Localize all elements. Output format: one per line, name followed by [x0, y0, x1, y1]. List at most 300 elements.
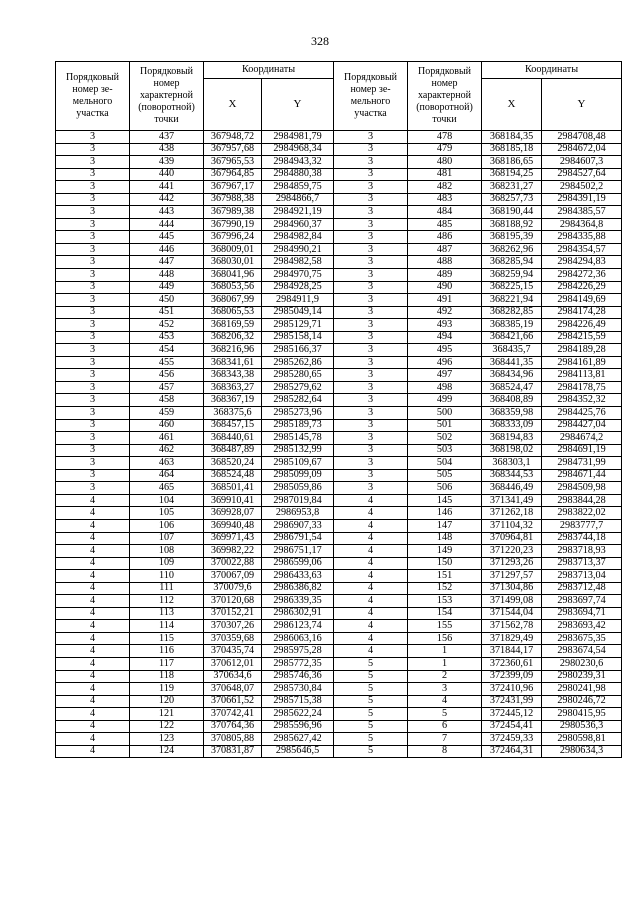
cell-y: 2984911,9 — [262, 294, 334, 307]
table-row — [56, 683, 622, 696]
cell-x: 368501,41 — [204, 482, 262, 495]
cell-y: 2985145,78 — [262, 432, 334, 445]
cell-y-2: 2983693,42 — [542, 620, 622, 633]
cell-point-2: 478 — [408, 131, 482, 144]
cell-y: 2984921,19 — [262, 206, 334, 219]
cell-parcel: 3 — [56, 457, 130, 470]
cell-point-2: 7 — [408, 733, 482, 746]
table-row — [56, 294, 622, 307]
cell-parcel-2: 3 — [334, 482, 408, 495]
cell-parcel-2: 4 — [334, 595, 408, 608]
table-body — [56, 131, 622, 758]
cell-parcel: 4 — [56, 670, 130, 683]
cell-point: 112 — [130, 595, 204, 608]
cell-point-2: 497 — [408, 369, 482, 382]
cell-parcel: 4 — [56, 683, 130, 696]
cell-x: 368067,99 — [204, 294, 262, 307]
table-row — [56, 595, 622, 608]
cell-point: 457 — [130, 381, 204, 394]
cell-y: 2984859,75 — [262, 181, 334, 194]
cell-x: 368520,24 — [204, 457, 262, 470]
table-row — [56, 570, 622, 583]
cell-y-2: 2980241,98 — [542, 683, 622, 696]
cell-parcel: 4 — [56, 632, 130, 645]
cell-point: 120 — [130, 695, 204, 708]
cell-x-2: 371220,23 — [482, 545, 542, 558]
cell-x: 368487,89 — [204, 444, 262, 457]
cell-point: 450 — [130, 294, 204, 307]
cell-point-2: 148 — [408, 532, 482, 545]
cell-point: 117 — [130, 657, 204, 670]
cell-x: 370307,26 — [204, 620, 262, 633]
table-row — [56, 331, 622, 344]
cell-y-2: 2984708,48 — [542, 131, 622, 144]
cell-parcel: 4 — [56, 620, 130, 633]
cell-y-2: 2984189,28 — [542, 344, 622, 357]
cell-point: 444 — [130, 218, 204, 231]
table-row — [56, 369, 622, 382]
cell-x-2: 371262,18 — [482, 507, 542, 520]
cell-y: 2985646,5 — [262, 745, 334, 758]
cell-point-2: 146 — [408, 507, 482, 520]
cell-point-2: 499 — [408, 394, 482, 407]
table-row — [56, 306, 622, 319]
cell-x: 369982,22 — [204, 545, 262, 558]
cell-x: 368363,27 — [204, 381, 262, 394]
cell-x: 370661,52 — [204, 695, 262, 708]
cell-x-2: 372410,96 — [482, 683, 542, 696]
table-row — [56, 557, 622, 570]
cell-x: 370612,01 — [204, 657, 262, 670]
cell-parcel-2: 3 — [334, 156, 408, 169]
table-row — [56, 607, 622, 620]
cell-x: 368375,6 — [204, 407, 262, 420]
cell-point-2: 145 — [408, 494, 482, 507]
cell-point: 115 — [130, 632, 204, 645]
cell-x-2: 371293,26 — [482, 557, 542, 570]
cell-x: 367988,38 — [204, 193, 262, 206]
cell-point-2: 506 — [408, 482, 482, 495]
cell-parcel: 3 — [56, 369, 130, 382]
header-coordinates: Координаты — [204, 62, 334, 79]
cell-point-2: 480 — [408, 156, 482, 169]
cell-x-2: 368408,89 — [482, 394, 542, 407]
cell-y: 2984982,58 — [262, 256, 334, 269]
cell-point-2: 6 — [408, 720, 482, 733]
cell-y: 2984981,79 — [262, 131, 334, 144]
cell-y-2: 2983844,28 — [542, 494, 622, 507]
table-row — [56, 708, 622, 721]
cell-x-2: 368259,94 — [482, 269, 542, 282]
cell-x-2: 368188,92 — [482, 218, 542, 231]
cell-y: 2984943,32 — [262, 156, 334, 169]
cell-point: 459 — [130, 407, 204, 420]
cell-y-2: 2983744,18 — [542, 532, 622, 545]
cell-parcel-2: 3 — [334, 281, 408, 294]
cell-x-2: 371844,17 — [482, 645, 542, 658]
table-row — [56, 193, 622, 206]
table-row — [56, 344, 622, 357]
cell-point-2: 153 — [408, 595, 482, 608]
cell-x-2: 368282,85 — [482, 306, 542, 319]
cell-x: 368440,61 — [204, 432, 262, 445]
table-row — [56, 670, 622, 683]
cell-x-2: 368231,27 — [482, 181, 542, 194]
cell-y-2: 2984161,89 — [542, 356, 622, 369]
cell-point-2: 500 — [408, 407, 482, 420]
cell-parcel: 4 — [56, 507, 130, 520]
cell-point-2: 1 — [408, 645, 482, 658]
page-number: 328 — [311, 34, 329, 48]
cell-y-2: 2983694,71 — [542, 607, 622, 620]
cell-point-2: 496 — [408, 356, 482, 369]
cell-parcel: 3 — [56, 231, 130, 244]
cell-point-2: 495 — [408, 344, 482, 357]
cell-point: 109 — [130, 557, 204, 570]
cell-y: 2985059,86 — [262, 482, 334, 495]
cell-x-2: 368285,94 — [482, 256, 542, 269]
cell-point: 441 — [130, 181, 204, 194]
cell-parcel: 3 — [56, 131, 130, 144]
cell-point: 122 — [130, 720, 204, 733]
cell-parcel: 4 — [56, 695, 130, 708]
table-row — [56, 457, 622, 470]
cell-y-2: 2980536,3 — [542, 720, 622, 733]
cell-parcel-2: 3 — [334, 306, 408, 319]
cell-point: 119 — [130, 683, 204, 696]
table-row — [56, 482, 622, 495]
cell-y-2: 2983713,37 — [542, 557, 622, 570]
cell-x-2: 372459,33 — [482, 733, 542, 746]
cell-y-2: 2984731,99 — [542, 457, 622, 470]
table-row — [56, 256, 622, 269]
cell-parcel-2: 3 — [334, 143, 408, 156]
cell-parcel: 4 — [56, 519, 130, 532]
cell-point-2: 482 — [408, 181, 482, 194]
cell-y: 2986339,35 — [262, 595, 334, 608]
cell-point: 111 — [130, 582, 204, 595]
cell-parcel: 4 — [56, 745, 130, 758]
cell-x: 370022,88 — [204, 557, 262, 570]
table-row — [56, 131, 622, 144]
cell-point: 113 — [130, 607, 204, 620]
cell-point: 437 — [130, 131, 204, 144]
cell-point: 453 — [130, 331, 204, 344]
cell-point: 106 — [130, 519, 204, 532]
cell-parcel: 3 — [56, 482, 130, 495]
table-row — [56, 695, 622, 708]
cell-x-2: 372464,31 — [482, 745, 542, 758]
table-row — [56, 469, 622, 482]
cell-x: 370742,41 — [204, 708, 262, 721]
cell-parcel-2: 3 — [334, 344, 408, 357]
cell-x: 368367,19 — [204, 394, 262, 407]
cell-parcel-2: 5 — [334, 683, 408, 696]
cell-x: 370067,09 — [204, 570, 262, 583]
cell-y-2: 2980598,81 — [542, 733, 622, 746]
cell-x-2: 372454,41 — [482, 720, 542, 733]
header-point-number-2: Порядковый номер характерной (поворотной) точки — [408, 62, 482, 131]
cell-x-2: 371562,78 — [482, 620, 542, 633]
cell-parcel-2: 4 — [334, 582, 408, 595]
cell-point: 447 — [130, 256, 204, 269]
cell-point-2: 491 — [408, 294, 482, 307]
cell-x-2: 368185,18 — [482, 143, 542, 156]
cell-y: 2984990,21 — [262, 243, 334, 256]
cell-parcel: 4 — [56, 570, 130, 583]
cell-point: 452 — [130, 319, 204, 332]
table-row — [56, 281, 622, 294]
cell-x-2: 368186,65 — [482, 156, 542, 169]
cell-y: 2984970,75 — [262, 269, 334, 282]
cell-point-2: 504 — [408, 457, 482, 470]
cell-x-2: 368303,1 — [482, 457, 542, 470]
cell-x: 368457,15 — [204, 419, 262, 432]
cell-x: 367957,68 — [204, 143, 262, 156]
cell-y: 2985273,96 — [262, 407, 334, 420]
cell-y-2: 2984527,64 — [542, 168, 622, 181]
cell-point: 121 — [130, 708, 204, 721]
cell-y: 2986302,91 — [262, 607, 334, 620]
table-row — [56, 545, 622, 558]
cell-parcel-2: 3 — [334, 131, 408, 144]
cell-point: 443 — [130, 206, 204, 219]
cell-y-2: 2984113,81 — [542, 369, 622, 382]
cell-x-2: 371341,49 — [482, 494, 542, 507]
table-row — [56, 532, 622, 545]
cell-x-2: 368359,98 — [482, 407, 542, 420]
cell-y: 2984866,7 — [262, 193, 334, 206]
cell-y: 2985746,36 — [262, 670, 334, 683]
coordinates-table — [55, 61, 622, 758]
cell-parcel-2: 3 — [334, 269, 408, 282]
cell-parcel-2: 3 — [334, 319, 408, 332]
cell-point-2: 502 — [408, 432, 482, 445]
cell-parcel-2: 3 — [334, 218, 408, 231]
cell-y: 2986751,17 — [262, 545, 334, 558]
cell-x-2: 368194,83 — [482, 432, 542, 445]
cell-parcel-2: 4 — [334, 570, 408, 583]
cell-parcel-2: 4 — [334, 519, 408, 532]
cell-point-2: 501 — [408, 419, 482, 432]
table-row — [56, 519, 622, 532]
cell-y-2: 2984272,36 — [542, 269, 622, 282]
table-row — [56, 620, 622, 633]
cell-y: 2986433,63 — [262, 570, 334, 583]
cell-x-2: 368221,94 — [482, 294, 542, 307]
cell-parcel-2: 3 — [334, 381, 408, 394]
cell-point: 464 — [130, 469, 204, 482]
cell-y-2: 2984674,2 — [542, 432, 622, 445]
cell-y: 2984880,38 — [262, 168, 334, 181]
cell-parcel: 3 — [56, 193, 130, 206]
cell-point: 462 — [130, 444, 204, 457]
table-row — [56, 645, 622, 658]
cell-y-2: 2983697,74 — [542, 595, 622, 608]
table-row — [56, 419, 622, 432]
cell-y: 2985627,42 — [262, 733, 334, 746]
cell-parcel-2: 3 — [334, 294, 408, 307]
table-row — [56, 356, 622, 369]
cell-parcel: 4 — [56, 532, 130, 545]
cell-x: 368524,48 — [204, 469, 262, 482]
cell-parcel: 3 — [56, 206, 130, 219]
cell-parcel: 3 — [56, 306, 130, 319]
cell-x: 367996,24 — [204, 231, 262, 244]
cell-x: 370120,68 — [204, 595, 262, 608]
table-row — [56, 494, 622, 507]
cell-x: 368343,38 — [204, 369, 262, 382]
cell-y: 2984928,25 — [262, 281, 334, 294]
cell-point-2: 498 — [408, 381, 482, 394]
cell-y: 2985596,96 — [262, 720, 334, 733]
cell-x: 370359,68 — [204, 632, 262, 645]
cell-parcel-2: 4 — [334, 620, 408, 633]
cell-point-2: 156 — [408, 632, 482, 645]
cell-x: 368053,56 — [204, 281, 262, 294]
cell-x: 370079,6 — [204, 582, 262, 595]
cell-x: 370648,07 — [204, 683, 262, 696]
table-row — [56, 444, 622, 457]
cell-parcel: 3 — [56, 381, 130, 394]
cell-parcel-2: 3 — [334, 469, 408, 482]
cell-parcel-2: 3 — [334, 407, 408, 420]
cell-y-2: 2984672,04 — [542, 143, 622, 156]
cell-point-2: 492 — [408, 306, 482, 319]
cell-y-2: 2984427,04 — [542, 419, 622, 432]
cell-point-2: 4 — [408, 695, 482, 708]
cell-point-2: 493 — [408, 319, 482, 332]
cell-parcel: 3 — [56, 319, 130, 332]
cell-point: 124 — [130, 745, 204, 758]
cell-x-2: 368262,96 — [482, 243, 542, 256]
cell-x-2: 372360,61 — [482, 657, 542, 670]
cell-x: 367967,17 — [204, 181, 262, 194]
cell-parcel-2: 4 — [334, 507, 408, 520]
cell-y-2: 2984364,8 — [542, 218, 622, 231]
cell-parcel: 3 — [56, 356, 130, 369]
cell-x-2: 368194,25 — [482, 168, 542, 181]
cell-point: 454 — [130, 344, 204, 357]
cell-parcel-2: 4 — [334, 545, 408, 558]
cell-y-2: 2983822,02 — [542, 507, 622, 520]
cell-parcel: 3 — [56, 168, 130, 181]
cell-y-2: 2984385,57 — [542, 206, 622, 219]
cell-point-2: 494 — [408, 331, 482, 344]
cell-point-2: 2 — [408, 670, 482, 683]
header-y: Y — [262, 79, 334, 131]
cell-point: 449 — [130, 281, 204, 294]
cell-x: 368041,96 — [204, 269, 262, 282]
cell-y: 2985189,73 — [262, 419, 334, 432]
cell-x: 370152,21 — [204, 607, 262, 620]
cell-y: 2985622,24 — [262, 708, 334, 721]
cell-parcel-2: 4 — [334, 557, 408, 570]
cell-parcel-2: 3 — [334, 256, 408, 269]
cell-x: 369910,41 — [204, 494, 262, 507]
cell-parcel-2: 3 — [334, 444, 408, 457]
cell-x: 367990,19 — [204, 218, 262, 231]
cell-parcel-2: 3 — [334, 369, 408, 382]
table-row — [56, 269, 622, 282]
header-y-2: Y — [542, 79, 622, 131]
cell-y: 2986791,54 — [262, 532, 334, 545]
cell-parcel-2: 5 — [334, 733, 408, 746]
cell-y: 2985158,14 — [262, 331, 334, 344]
cell-x: 367948,72 — [204, 131, 262, 144]
table-row — [56, 181, 622, 194]
cell-parcel: 4 — [56, 545, 130, 558]
cell-parcel: 4 — [56, 645, 130, 658]
cell-x-2: 371499,08 — [482, 595, 542, 608]
cell-point: 463 — [130, 457, 204, 470]
cell-x-2: 371297,57 — [482, 570, 542, 583]
cell-point-2: 147 — [408, 519, 482, 532]
cell-point: 455 — [130, 356, 204, 369]
cell-x-2: 371829,49 — [482, 632, 542, 645]
cell-y: 2985279,62 — [262, 381, 334, 394]
cell-y-2: 2983712,48 — [542, 582, 622, 595]
cell-parcel-2: 5 — [334, 720, 408, 733]
cell-x-2: 368435,7 — [482, 344, 542, 357]
cell-x-2: 368195,39 — [482, 231, 542, 244]
cell-parcel: 3 — [56, 344, 130, 357]
cell-point: 123 — [130, 733, 204, 746]
cell-parcel: 3 — [56, 218, 130, 231]
cell-x: 370435,74 — [204, 645, 262, 658]
cell-point-2: 8 — [408, 745, 482, 758]
cell-y: 2985282,64 — [262, 394, 334, 407]
cell-x-2: 368434,96 — [482, 369, 542, 382]
cell-parcel: 4 — [56, 595, 130, 608]
cell-x: 368009,01 — [204, 243, 262, 256]
table-row — [56, 319, 622, 332]
cell-x-2: 371104,32 — [482, 519, 542, 532]
cell-y: 2985049,14 — [262, 306, 334, 319]
header-x: X — [204, 79, 262, 131]
cell-x-2: 368333,09 — [482, 419, 542, 432]
cell-y-2: 2984226,49 — [542, 319, 622, 332]
cell-point-2: 1 — [408, 657, 482, 670]
cell-y: 2986599,06 — [262, 557, 334, 570]
table-row — [56, 733, 622, 746]
cell-x-2: 371304,86 — [482, 582, 542, 595]
cell-x-2: 368225,15 — [482, 281, 542, 294]
cell-x-2: 368184,35 — [482, 131, 542, 144]
cell-x: 369940,48 — [204, 519, 262, 532]
cell-x: 368341,61 — [204, 356, 262, 369]
cell-y: 2985772,35 — [262, 657, 334, 670]
cell-y-2: 2980239,31 — [542, 670, 622, 683]
cell-y-2: 2980230,6 — [542, 657, 622, 670]
cell-point-2: 485 — [408, 218, 482, 231]
cell-point-2: 487 — [408, 243, 482, 256]
cell-y-2: 2984294,83 — [542, 256, 622, 269]
cell-y: 2984960,37 — [262, 218, 334, 231]
cell-x-2: 368198,02 — [482, 444, 542, 457]
cell-point-2: 154 — [408, 607, 482, 620]
table-row — [56, 407, 622, 420]
table-row — [56, 168, 622, 181]
cell-point-2: 151 — [408, 570, 482, 583]
cell-y: 2985262,86 — [262, 356, 334, 369]
cell-y-2: 2984391,19 — [542, 193, 622, 206]
cell-y: 2985099,09 — [262, 469, 334, 482]
cell-x-2: 368421,66 — [482, 331, 542, 344]
cell-point-2: 149 — [408, 545, 482, 558]
cell-x-2: 371544,04 — [482, 607, 542, 620]
cell-y-2: 2980415,95 — [542, 708, 622, 721]
